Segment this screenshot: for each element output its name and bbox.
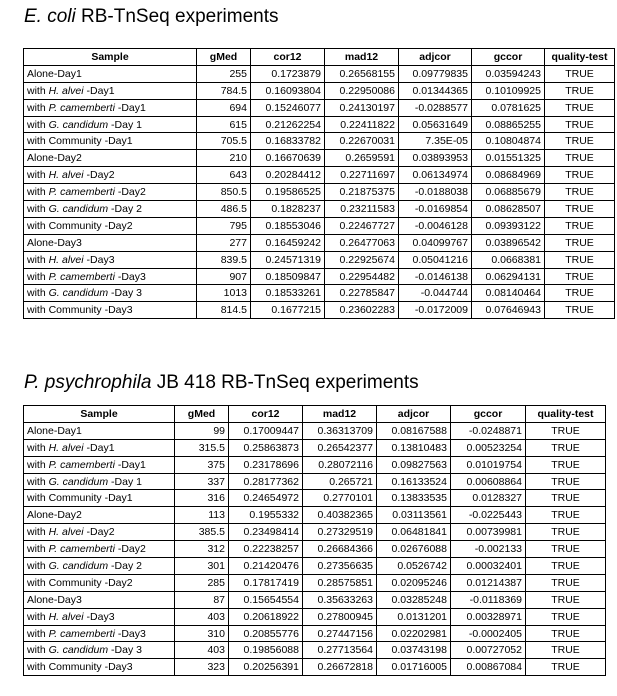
gmed-cell: 255	[197, 65, 251, 82]
adjcor-cell: 0.02202981	[377, 625, 451, 642]
gccor-cell: 0.00867084	[451, 659, 526, 676]
mad12-cell: 0.35633263	[303, 591, 377, 608]
quality-test-cell: TRUE	[526, 439, 606, 456]
adjcor-cell: 0.05631649	[399, 116, 472, 133]
ecoli-title-rest: RB-TnSeq experiments	[75, 6, 279, 27]
column-header-sample: Sample	[24, 49, 197, 66]
sample-cell: with P. camemberti -Day2	[24, 541, 175, 558]
sample-cell: with P. camemberti -Day3	[24, 625, 175, 642]
cor12-cell: 0.21262254	[251, 116, 325, 133]
cor12-cell: 0.20284412	[251, 167, 325, 184]
mad12-cell: 0.26684366	[303, 541, 377, 558]
gmed-cell: 301	[175, 558, 229, 575]
gccor-cell: 0.08865255	[472, 116, 545, 133]
mad12-cell: 0.28575851	[303, 574, 377, 591]
gccor-cell: 0.03896542	[472, 234, 545, 251]
cor12-cell: 0.16833782	[251, 133, 325, 150]
table-row	[24, 99, 615, 116]
column-header-adjcor: adjcor	[399, 49, 472, 66]
adjcor-cell: 0.13833535	[377, 490, 451, 507]
mad12-cell: 0.27447156	[303, 625, 377, 642]
cor12-cell: 0.23498414	[229, 524, 303, 541]
quality-test-cell: TRUE	[545, 302, 615, 319]
quality-test-cell: TRUE	[526, 473, 606, 490]
quality-test-cell: TRUE	[545, 167, 615, 184]
sample-cell: with Community -Day3	[24, 302, 197, 319]
quality-test-cell: TRUE	[545, 150, 615, 167]
mad12-cell: 0.22670031	[325, 133, 399, 150]
mad12-cell: 0.40382365	[303, 507, 377, 524]
organism-name: P. camemberti	[48, 101, 115, 114]
sample-cell: with G. candidum -Day 1	[24, 116, 197, 133]
ecoli-table-title	[24, 6, 279, 28]
sample-cell: with G. candidum -Day 3	[24, 642, 175, 659]
cor12-cell: 0.28177362	[229, 473, 303, 490]
gmed-cell: 643	[197, 167, 251, 184]
sample-cell: Alone-Day2	[24, 507, 175, 524]
gmed-cell: 1013	[197, 285, 251, 302]
gmed-cell: 316	[175, 490, 229, 507]
gmed-cell: 312	[175, 541, 229, 558]
column-header-mad12: mad12	[325, 49, 399, 66]
table-row	[24, 490, 606, 507]
adjcor-cell: 0.09779835	[399, 65, 472, 82]
table-row	[24, 285, 615, 302]
gmed-cell: 337	[175, 473, 229, 490]
adjcor-cell: -0.0146138	[399, 268, 472, 285]
column-header-gccor: gccor	[451, 406, 526, 423]
quality-test-cell: TRUE	[526, 591, 606, 608]
cor12-cell: 0.25863873	[229, 439, 303, 456]
gmed-cell: 615	[197, 116, 251, 133]
cor12-cell: 0.20618922	[229, 608, 303, 625]
sample-cell: with P. camemberti -Day1	[24, 99, 197, 116]
cor12-cell: 0.1828237	[251, 201, 325, 218]
organism-name: G. candidum	[48, 118, 109, 131]
mad12-cell: 0.22954482	[325, 268, 399, 285]
gccor-cell: 0.10109925	[472, 82, 545, 99]
adjcor-cell: 7.35E-05	[399, 133, 472, 150]
table-row	[24, 642, 606, 659]
adjcor-cell: 0.04099767	[399, 234, 472, 251]
mad12-cell: 0.23211583	[325, 201, 399, 218]
cor12-cell: 0.18533261	[251, 285, 325, 302]
gccor-cell: -0.0002405	[451, 625, 526, 642]
gmed-cell: 87	[175, 591, 229, 608]
gccor-cell: -0.002133	[451, 541, 526, 558]
adjcor-cell: 0.09827563	[377, 456, 451, 473]
sample-cell: Alone-Day2	[24, 150, 197, 167]
cor12-cell: 0.19586525	[251, 184, 325, 201]
adjcor-cell: 0.0526742	[377, 558, 451, 575]
gmed-cell: 907	[197, 268, 251, 285]
gccor-cell: 0.07646943	[472, 302, 545, 319]
adjcor-cell: 0.02676088	[377, 541, 451, 558]
sample-cell: Alone-Day1	[24, 65, 197, 82]
mad12-cell: 0.26672818	[303, 659, 377, 676]
gccor-cell: 0.03594243	[472, 65, 545, 82]
sample-cell: Alone-Day1	[24, 422, 175, 439]
organism-name: P. camemberti	[48, 458, 115, 471]
gmed-cell: 784.5	[197, 82, 251, 99]
adjcor-cell: 0.05041216	[399, 251, 472, 268]
table-row	[24, 659, 606, 676]
mad12-cell: 0.22711697	[325, 167, 399, 184]
cor12-cell: 0.1723879	[251, 65, 325, 82]
table-row	[24, 116, 615, 133]
organism-name: H. alvei	[48, 610, 84, 623]
adjcor-cell: 0.03285248	[377, 591, 451, 608]
gccor-cell: 0.01551325	[472, 150, 545, 167]
cor12-cell: 0.15246077	[251, 99, 325, 116]
mad12-cell: 0.2770101	[303, 490, 377, 507]
table-row	[24, 574, 606, 591]
quality-test-cell: TRUE	[526, 625, 606, 642]
table-row	[24, 302, 615, 319]
gmed-cell: 310	[175, 625, 229, 642]
quality-test-cell: TRUE	[526, 541, 606, 558]
column-header-quality-test: quality-test	[526, 406, 606, 423]
gccor-cell: 0.00727052	[451, 642, 526, 659]
cor12-cell: 0.16093804	[251, 82, 325, 99]
column-header-quality-test: quality-test	[545, 49, 615, 66]
table-row	[24, 150, 615, 167]
gccor-cell: 0.08628507	[472, 201, 545, 218]
mad12-cell: 0.265721	[303, 473, 377, 490]
table-row	[24, 167, 615, 184]
gmed-cell: 285	[175, 574, 229, 591]
sample-cell: with H. alvei -Day1	[24, 439, 175, 456]
adjcor-cell: -0.0046128	[399, 217, 472, 234]
table-row	[24, 439, 606, 456]
mad12-cell: 0.28072116	[303, 456, 377, 473]
mad12-cell: 0.22467727	[325, 217, 399, 234]
quality-test-cell: TRUE	[526, 422, 606, 439]
cor12-cell: 0.20256391	[229, 659, 303, 676]
mad12-cell: 0.22785847	[325, 285, 399, 302]
quality-test-cell: TRUE	[526, 574, 606, 591]
column-header-adjcor: adjcor	[377, 406, 451, 423]
cor12-cell: 0.16670639	[251, 150, 325, 167]
organism-name: H. alvei	[48, 526, 84, 539]
gccor-cell: 0.06885679	[472, 184, 545, 201]
table-row	[24, 82, 615, 99]
sample-cell: with Community -Day2	[24, 217, 197, 234]
ppsychrophila-title-organism: P. psychrophila	[24, 372, 152, 393]
organism-name: P. camemberti	[48, 627, 115, 640]
sample-cell: with G. candidum -Day 3	[24, 285, 197, 302]
column-header-gmed: gMed	[197, 49, 251, 66]
sample-cell: with Community -Day1	[24, 133, 197, 150]
sample-cell: Alone-Day3	[24, 234, 197, 251]
mad12-cell: 0.22950086	[325, 82, 399, 99]
gccor-cell: 0.08684969	[472, 167, 545, 184]
mad12-cell: 0.36313709	[303, 422, 377, 439]
organism-name: H. alvei	[48, 84, 84, 97]
cor12-cell: 0.19856088	[229, 642, 303, 659]
column-header-mad12: mad12	[303, 406, 377, 423]
gccor-cell: 0.00739981	[451, 524, 526, 541]
table-row	[24, 456, 606, 473]
gmed-cell: 385.5	[175, 524, 229, 541]
sample-cell: with P. camemberti -Day1	[24, 456, 175, 473]
cor12-cell: 0.1677215	[251, 302, 325, 319]
sample-cell: with G. candidum -Day 1	[24, 473, 175, 490]
sample-cell: with H. alvei -Day3	[24, 251, 197, 268]
column-header-cor12: cor12	[251, 49, 325, 66]
cor12-cell: 0.24654972	[229, 490, 303, 507]
gccor-cell: 0.08140464	[472, 285, 545, 302]
organism-name: P. camemberti	[48, 270, 115, 283]
quality-test-cell: TRUE	[526, 490, 606, 507]
cor12-cell: 0.22238257	[229, 541, 303, 558]
mad12-cell: 0.23602283	[325, 302, 399, 319]
sample-cell: with G. candidum -Day 2	[24, 201, 197, 218]
gmed-cell: 814.5	[197, 302, 251, 319]
organism-name: P. camemberti	[48, 543, 115, 556]
gmed-cell: 839.5	[197, 251, 251, 268]
gccor-cell: 0.0781625	[472, 99, 545, 116]
gmed-cell: 403	[175, 642, 229, 659]
gmed-cell: 375	[175, 456, 229, 473]
gmed-cell: 705.5	[197, 133, 251, 150]
sample-cell: Alone-Day3	[24, 591, 175, 608]
organism-name: P. camemberti	[48, 186, 115, 199]
table-row	[24, 201, 615, 218]
table-row	[24, 473, 606, 490]
mad12-cell: 0.27356635	[303, 558, 377, 575]
table-row	[24, 625, 606, 642]
table-row	[24, 422, 606, 439]
adjcor-cell: 0.16133524	[377, 473, 451, 490]
gccor-cell: 0.09393122	[472, 217, 545, 234]
quality-test-cell: TRUE	[545, 234, 615, 251]
table-row	[24, 541, 606, 558]
gccor-cell: 0.00523254	[451, 439, 526, 456]
adjcor-cell: 0.06134974	[399, 167, 472, 184]
header-row	[24, 406, 606, 423]
column-header-cor12: cor12	[229, 406, 303, 423]
mad12-cell: 0.24130197	[325, 99, 399, 116]
quality-test-cell: TRUE	[526, 608, 606, 625]
gccor-cell: 0.00328971	[451, 608, 526, 625]
quality-test-cell: TRUE	[545, 251, 615, 268]
gccor-cell: -0.0118369	[451, 591, 526, 608]
cor12-cell: 0.17009447	[229, 422, 303, 439]
adjcor-cell: 0.08167588	[377, 422, 451, 439]
table-row	[24, 184, 615, 201]
cor12-cell: 0.15654554	[229, 591, 303, 608]
ppsychrophila-title-rest: JB 418 RB-TnSeq experiments	[151, 372, 419, 393]
gmed-cell: 315.5	[175, 439, 229, 456]
adjcor-cell: 0.03113561	[377, 507, 451, 524]
quality-test-cell: TRUE	[545, 285, 615, 302]
mad12-cell: 0.22925674	[325, 251, 399, 268]
column-header-gccor: gccor	[472, 49, 545, 66]
adjcor-cell: -0.0169854	[399, 201, 472, 218]
gmed-cell: 795	[197, 217, 251, 234]
gccor-cell: 0.00032401	[451, 558, 526, 575]
gccor-cell: -0.0225443	[451, 507, 526, 524]
table-row	[24, 251, 615, 268]
adjcor-cell: -0.0172009	[399, 302, 472, 319]
gccor-cell: 0.00608864	[451, 473, 526, 490]
cor12-cell: 0.24571319	[251, 251, 325, 268]
organism-name: G. candidum	[48, 475, 109, 488]
ppsychrophila-table-title	[24, 372, 419, 394]
table-row	[24, 65, 615, 82]
quality-test-cell: TRUE	[545, 268, 615, 285]
cor12-cell: 0.18509847	[251, 268, 325, 285]
cor12-cell: 0.17817419	[229, 574, 303, 591]
sample-cell: with Community -Day2	[24, 574, 175, 591]
quality-test-cell: TRUE	[526, 456, 606, 473]
sample-cell: with P. camemberti -Day3	[24, 268, 197, 285]
quality-test-cell: TRUE	[526, 642, 606, 659]
quality-test-cell: TRUE	[526, 659, 606, 676]
column-header-gmed: gMed	[175, 406, 229, 423]
table-row	[24, 268, 615, 285]
ecoli-title-organism: E. coli	[24, 6, 76, 27]
sample-cell: with Community -Day3	[24, 659, 175, 676]
gmed-cell: 486.5	[197, 201, 251, 218]
adjcor-cell: 0.0131201	[377, 608, 451, 625]
ppsychrophila-results-table	[23, 405, 606, 676]
table-row	[24, 558, 606, 575]
mad12-cell: 0.27713564	[303, 642, 377, 659]
gccor-cell: 0.0668381	[472, 251, 545, 268]
table-row	[24, 234, 615, 251]
table-row	[24, 133, 615, 150]
gmed-cell: 210	[197, 150, 251, 167]
quality-test-cell: TRUE	[526, 507, 606, 524]
adjcor-cell: -0.044744	[399, 285, 472, 302]
header-row	[24, 49, 615, 66]
quality-test-cell: TRUE	[545, 82, 615, 99]
adjcor-cell: 0.13810483	[377, 439, 451, 456]
gmed-cell: 694	[197, 99, 251, 116]
organism-name: G. candidum	[48, 202, 109, 215]
gmed-cell: 99	[175, 422, 229, 439]
sample-cell: with Community -Day1	[24, 490, 175, 507]
cor12-cell: 0.1955332	[229, 507, 303, 524]
adjcor-cell: -0.0288577	[399, 99, 472, 116]
table-row	[24, 507, 606, 524]
gmed-cell: 277	[197, 234, 251, 251]
adjcor-cell: 0.02095246	[377, 574, 451, 591]
adjcor-cell: 0.01344365	[399, 82, 472, 99]
cor12-cell: 0.16459242	[251, 234, 325, 251]
gccor-cell: 0.10804874	[472, 133, 545, 150]
mad12-cell: 0.22411822	[325, 116, 399, 133]
adjcor-cell: -0.0188038	[399, 184, 472, 201]
mad12-cell: 0.21875375	[325, 184, 399, 201]
quality-test-cell: TRUE	[545, 65, 615, 82]
quality-test-cell: TRUE	[545, 133, 615, 150]
gccor-cell: 0.06294131	[472, 268, 545, 285]
column-header-sample: Sample	[24, 406, 175, 423]
quality-test-cell: TRUE	[545, 99, 615, 116]
organism-name: H. alvei	[48, 441, 84, 454]
sample-cell: with H. alvei -Day3	[24, 608, 175, 625]
organism-name: G. candidum	[48, 559, 109, 572]
quality-test-cell: TRUE	[545, 201, 615, 218]
sample-cell: with P. camemberti -Day2	[24, 184, 197, 201]
mad12-cell: 0.26568155	[325, 65, 399, 82]
mad12-cell: 0.2659591	[325, 150, 399, 167]
adjcor-cell: 0.01716005	[377, 659, 451, 676]
quality-test-cell: TRUE	[545, 184, 615, 201]
sample-cell: with H. alvei -Day2	[24, 167, 197, 184]
gccor-cell: 0.01214387	[451, 574, 526, 591]
gmed-cell: 113	[175, 507, 229, 524]
gmed-cell: 403	[175, 608, 229, 625]
organism-name: H. alvei	[48, 253, 84, 266]
gccor-cell: 0.0128327	[451, 490, 526, 507]
table-row	[24, 608, 606, 625]
adjcor-cell: 0.03893953	[399, 150, 472, 167]
quality-test-cell: TRUE	[526, 558, 606, 575]
cor12-cell: 0.21420476	[229, 558, 303, 575]
mad12-cell: 0.26542377	[303, 439, 377, 456]
quality-test-cell: TRUE	[545, 217, 615, 234]
organism-name: G. candidum	[48, 644, 109, 657]
adjcor-cell: 0.06481841	[377, 524, 451, 541]
mad12-cell: 0.27329519	[303, 524, 377, 541]
table-row	[24, 524, 606, 541]
organism-name: H. alvei	[48, 169, 84, 182]
ecoli-results-table	[23, 48, 615, 319]
gmed-cell: 850.5	[197, 184, 251, 201]
organism-name: G. candidum	[48, 287, 109, 300]
sample-cell: with H. alvei -Day2	[24, 524, 175, 541]
cor12-cell: 0.18553046	[251, 217, 325, 234]
sample-cell: with G. candidum -Day 2	[24, 558, 175, 575]
gccor-cell: -0.0248871	[451, 422, 526, 439]
quality-test-cell: TRUE	[526, 524, 606, 541]
sample-cell: with H. alvei -Day1	[24, 82, 197, 99]
gmed-cell: 323	[175, 659, 229, 676]
mad12-cell: 0.27800945	[303, 608, 377, 625]
adjcor-cell: 0.03743198	[377, 642, 451, 659]
table-row	[24, 217, 615, 234]
table-row	[24, 591, 606, 608]
mad12-cell: 0.26477063	[325, 234, 399, 251]
quality-test-cell: TRUE	[545, 116, 615, 133]
cor12-cell: 0.20855776	[229, 625, 303, 642]
gccor-cell: 0.01019754	[451, 456, 526, 473]
cor12-cell: 0.23178696	[229, 456, 303, 473]
